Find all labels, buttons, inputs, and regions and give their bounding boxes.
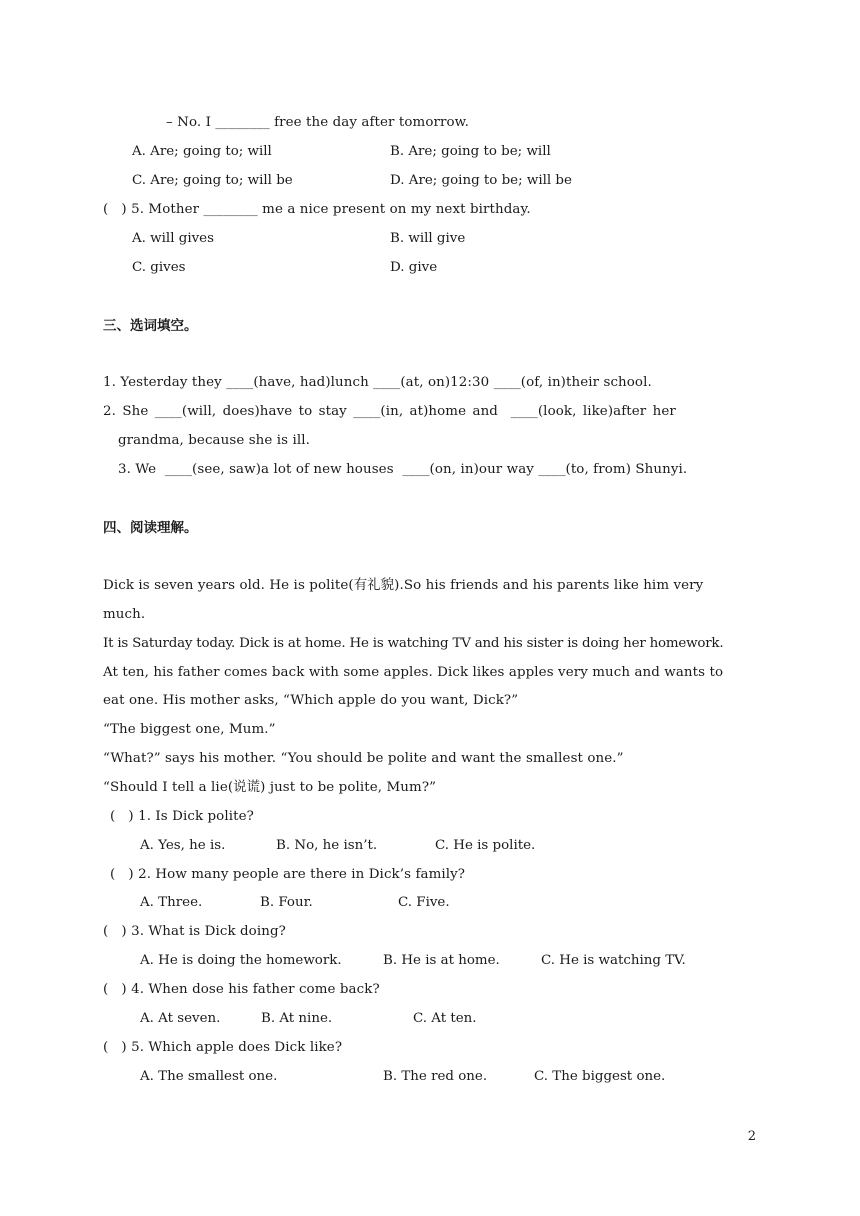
q5-option-b: B. will give [390,231,466,246]
reading-q1-option-c: C. He is polite. [435,838,536,853]
passage-line-5: eat one. His mother asks, “Which apple do you want, Dick?” [103,693,519,708]
q5-option-a: A. will gives [132,231,214,246]
passage-line-3: It is Saturday today. Dick is at home. He is watching TV and his sister is doing her homework. [103,636,724,651]
reading-q4-option-c: C. At ten. [413,1011,477,1026]
reading-q4-option-a: A. At seven. [140,1011,221,1026]
passage-line-2: much. [103,607,146,622]
reading-q5-option-a: A. The smallest one. [140,1069,278,1084]
reading-q2-option-a: A. Three. [140,895,203,910]
reading-q5-option-c: C. The biggest one. [534,1069,666,1084]
passage-line-4: At ten, his father comes back with some apples. Dick likes apples very much and wants to [103,665,724,680]
reading-q2-stem: ( ) 2. How many people are there in Dick’s family? [110,867,466,882]
q5-line: ( ) 5. Mother ________ me a nice present on my next birthday. [103,202,531,217]
q5-option-c: C. gives [132,260,186,275]
section3-item-2: 2. She ____(will, does)have to stay ____(in, at)home and ____(look, like)after her [103,404,676,419]
passage-line-7: “What?” says his mother. “You should be polite and want the smallest one.” [103,751,624,766]
reading-q3-option-c: C. He is watching TV. [541,953,686,968]
reading-q3-stem: ( ) 3. What is Dick doing? [103,924,286,939]
section3-item-3: 3. We ____(see, saw)a lot of new houses ____(on, in)our way ____(to, from) Shunyi. [118,462,688,477]
passage-line-6: “The biggest one, Mum.” [103,722,276,737]
page-number: 2 [747,1129,756,1144]
section3-item-2-cont: grandma, because she is ill. [118,433,310,448]
q4-option-d: D. Are; going to be; will be [390,173,572,188]
reading-q2-option-b: B. Four. [260,895,313,910]
q4-option-c: C. Are; going to; will be [132,173,293,188]
section3-item-1: 1. Yesterday they ____(have, had)lunch ____(at, on)12:30 ____(of, in)their school. [103,375,652,390]
reading-q5-option-b: B. The red one. [383,1069,488,1084]
reading-q3-option-a: A. He is doing the homework. [140,953,342,968]
reading-q5-stem: ( ) 5. Which apple does Dick like? [103,1040,343,1055]
q5-option-d: D. give [390,260,438,275]
section4-heading: 四、阅读理解。 [103,520,198,536]
reading-q4-option-b: B. At nine. [261,1011,333,1026]
reading-q3-option-b: B. He is at home. [383,953,500,968]
reading-q1-option-a: A. Yes, he is. [140,838,226,853]
passage-line-8: “Should I tell a lie(说谎) just to be polite, Mum?” [103,780,437,795]
passage-line-1: Dick is seven years old. He is polite(有礼貌).So his friends and his parents like him very [103,578,704,593]
section3-heading: 三、选词填空。 [103,318,198,334]
reading-q4-stem: ( ) 4. When dose his father come back? [103,982,380,997]
reading-q1-stem: ( ) 1. Is Dick polite? [110,809,254,824]
reading-q1-option-b: B. No, he isn’t. [276,838,378,853]
q4-option-b: B. Are; going to be; will [390,144,551,159]
q4-option-a: A. Are; going to; will [132,144,272,159]
q4-answer-line: – No. I ________ free the day after tomorrow. [166,115,469,130]
reading-q2-option-c: C. Five. [398,895,450,910]
